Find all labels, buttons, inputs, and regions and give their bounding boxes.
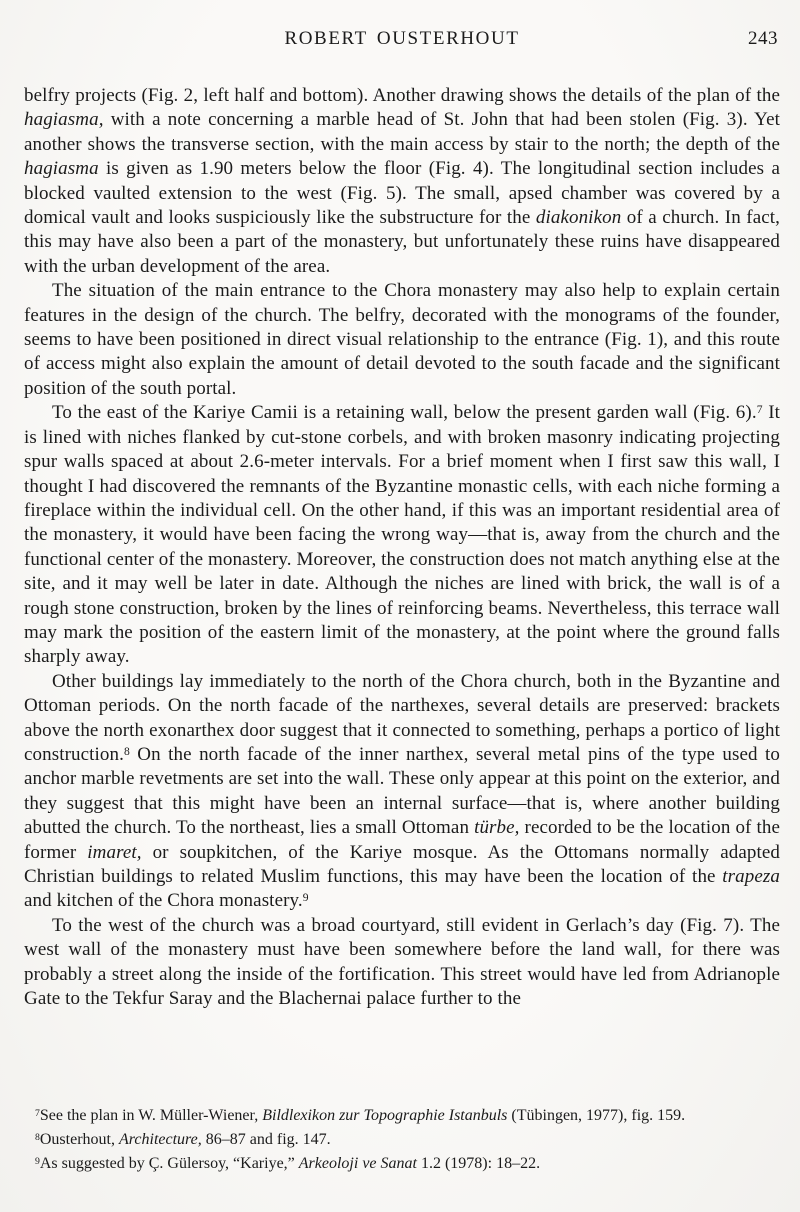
paragraph <box>24 401 780 669</box>
footnote <box>24 1128 780 1152</box>
text-run: 1.2 (1978): 18–22. <box>416 1155 541 1172</box>
page-number: 243 <box>748 28 778 49</box>
italic-text: Arkeoloji ve Sanat <box>298 1155 417 1172</box>
footnote-marker: 9 <box>302 891 309 905</box>
italic-text: Bildlexikon zur Topographie Istanbuls <box>262 1107 508 1124</box>
paragraph <box>24 84 780 279</box>
text-run: To the west of the church was a broad courtyard, still evident in Gerlach’s day (Fig. 7). The west wall of the monastery must have been somewhere before the land wall, for there was probably a street along the inside of the fortification. This street would have led from Adrianople Gate to the Tekfur Saray and the Blachernai palace further to the <box>24 914 780 1010</box>
paragraph <box>24 279 780 401</box>
text-run: As suggested by Ç. Gülersoy, “Kariye,” <box>39 1155 299 1172</box>
text-run: 86–87 and fig. 147. <box>201 1131 331 1148</box>
text-run: Ousterhout, <box>39 1131 119 1148</box>
text-run: of a church. In fact, this may have also been a part of the monastery, but unfortunately these ruins have disappeared with the urban development of the area. <box>24 207 781 277</box>
italic-text: hagiasma, <box>24 109 104 131</box>
text-run: See the plan in W. Müller-Wiener, <box>39 1107 263 1124</box>
footnote-marker: 8 <box>123 744 130 758</box>
italic-text: trapeza <box>722 866 780 887</box>
italic-text: türbe, <box>474 817 520 839</box>
running-header-title: ROBERT OUSTERHOUT <box>284 28 520 49</box>
footnote-marker: 7 <box>756 403 763 417</box>
text-run: recorded to be the location of the former <box>24 817 780 863</box>
body-text <box>24 84 780 1011</box>
italic-text: imaret, <box>87 841 142 863</box>
text-run: belfry projects (Fig. 2, left half and bottom). Another drawing shows the details of the plan of the <box>24 85 780 106</box>
footnote <box>24 1104 780 1128</box>
text-run: or soupkitchen, of the Kariye mosque. As the Ottomans normally adapted Christian buildings to related Muslim functions, this may have been the location of the <box>24 841 780 887</box>
paragraph <box>24 670 780 914</box>
text-run: and kitchen of the Chora monastery. <box>24 890 303 912</box>
text-run: The situation of the main entrance to the Chora monastery may also help to explain certain features in the design of the church. The belfry, decorated with the monograms of the founder, seems to have been positioned in direct visual relationship to the entrance (Fig. 1), and this route of access might also explain the amount of detail devoted to the south facade and the significant position of the south portal. <box>24 280 780 399</box>
footnotes-section <box>24 1104 780 1176</box>
footnote-marker: 9 <box>35 1155 40 1167</box>
paragraph <box>24 914 780 1012</box>
text-run: (Tübingen, 1977), fig. 159. <box>507 1107 686 1124</box>
italic-text: Architecture, <box>118 1131 202 1148</box>
footnote-marker: 8 <box>35 1131 40 1143</box>
italic-text: hagiasma <box>24 158 99 180</box>
footnote-marker: 7 <box>35 1107 40 1119</box>
italic-text: diakonikon <box>535 207 622 229</box>
text-run: On the north facade of the inner narthex, several metal pins of the type used to anchor marble revetments are set into the wall. These only appear at this point on the exterior, and they suggest that this might have been an internal surface—that is, where another building abutted the church. To the northeast, lies a small Ottoman <box>24 743 780 839</box>
text-run: is given as 1.90 meters below the floor (Fig. 4). The longitudinal section includes a blocked vaulted extension to the west (Fig. 5). The small, apsed chamber was covered by a domical vault and looks suspiciously like the substructure for the <box>24 158 780 229</box>
text-run: To the east of the Kariye Camii is a retaining wall, below the present garden wall (Fig. 6). <box>52 402 757 424</box>
text-run: with a note concerning a marble head of St. John that had been stolen (Fig. 3). Yet another shows the transverse section, with the main access by stair to the north; the depth of the <box>24 109 780 155</box>
text-run: Other buildings lay immediately to the north of the Chora church, both in the Byzantine and Ottoman periods. On the north facade of the narthexes, several details are preserved: brackets above the north exonarthex door suggest that it connected to something, perhaps a portico of light construction. <box>24 670 780 765</box>
text-run: It is lined with niches flanked by cut-stone corbels, and with broken masonry indicating projecting spur walls spaced at about 2.6-meter intervals. For a brief moment when I first saw this wall, I thought I had discovered the remnants of the Byzantine monastic cells, with each niche forming a fireplace within the individual cell. On the other hand, if this was an important residential area of the monastery, it would have been facing the wrong way—that is, away from the church and the functional center of the monastery. Moreover, the construction does not match anything else at the site, and it may well be later in date. Although the niches are lined with brick, the wall is of a rough stone construction, broken by the lines of reinforcing beams. Nevertheless, this terrace wall may mark the position of the eastern limit of the monastery, at the point where the ground falls sharply away. <box>24 402 780 668</box>
footnote <box>24 1152 780 1176</box>
running-header <box>24 28 780 52</box>
